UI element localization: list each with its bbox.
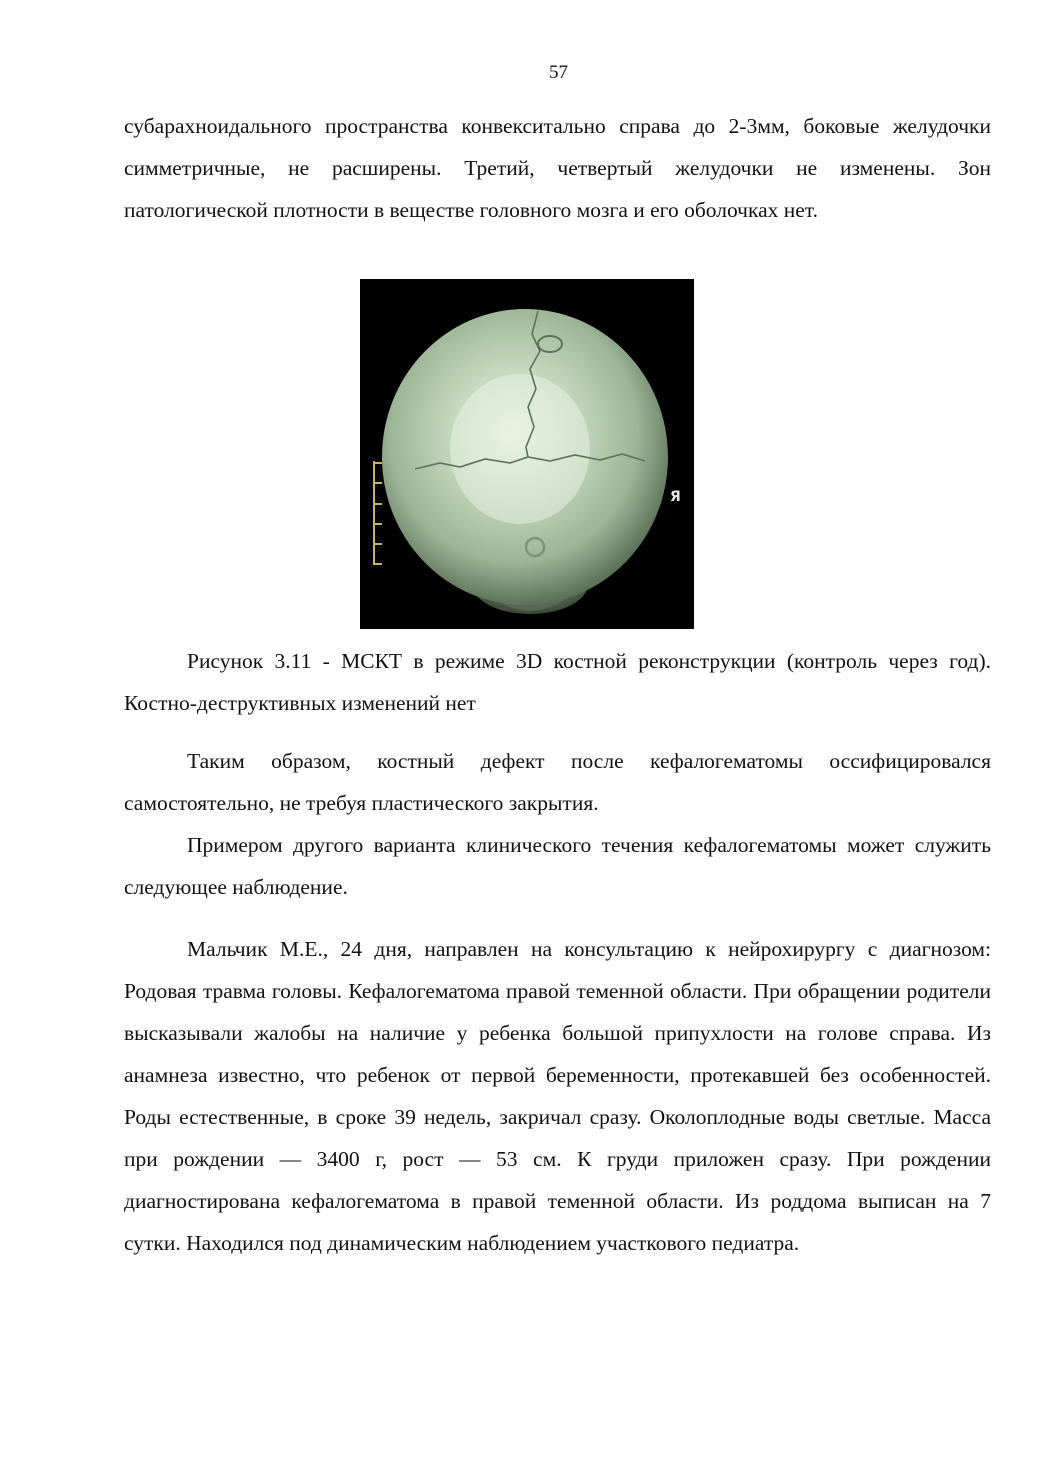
- figure-caption: [124, 640, 991, 724]
- ct-3d-skull-image: [360, 279, 694, 629]
- ct-skull-drawing: [360, 279, 694, 629]
- paragraph-case-text: Мальчик М.Е., 24 дня, направлен на консультацию к нейрохирургу с диагнозом: Родовая травма головы. Кефалогематома правой теменной области. При обращении родители высказывали жалобы на наличие у ребенка большой припухлости на голове справа. Из анамнеза известно, что ребенок от первой беременности, протекавшей без особенностей. Роды естественные, в сроке 39 недель, закричал сразу. Околоплодные воды светлые. Масса при рождении — 3400 г, рост — 53 см. К груди приложен сразу. При рождении диагностирована кефалогематома в правой теменной области. Из роддома выписан на 7 сутки. Находился под динамическим наблюдением участкового педиатра.: [124, 937, 991, 1255]
- paragraph-conclusion-2: Примером другого варианта клинического течения кефалогематомы может служить следующее наблюдение.: [124, 833, 991, 899]
- page-number: 57: [549, 62, 568, 83]
- paragraph-case-report: [124, 928, 991, 1264]
- paragraph-conclusion-1: Таким образом, костный дефект после кефалогематомы оссифицировался самостоятельно, не требуя пластического закрытия.: [124, 749, 991, 815]
- paragraph-intro-text: субарахноидального пространства конвекситально справа до 2-3мм, боковые желудочки симметричные, не расширены. Третий, четвертый желудочки не изменены. Зон патологической плотности в веществе головного мозга и его оболочках нет.: [124, 114, 991, 222]
- paragraph-intro: [124, 105, 991, 231]
- figure-caption-text: Рисунок 3.11 - МСКТ в режиме 3D костной реконструкции (контроль через год). Костно-деструктивных изменений нет: [124, 649, 991, 715]
- paragraph-conclusion: [124, 740, 991, 908]
- side-marker-label: Я: [670, 489, 681, 505]
- bright-parietal-area: [450, 374, 590, 524]
